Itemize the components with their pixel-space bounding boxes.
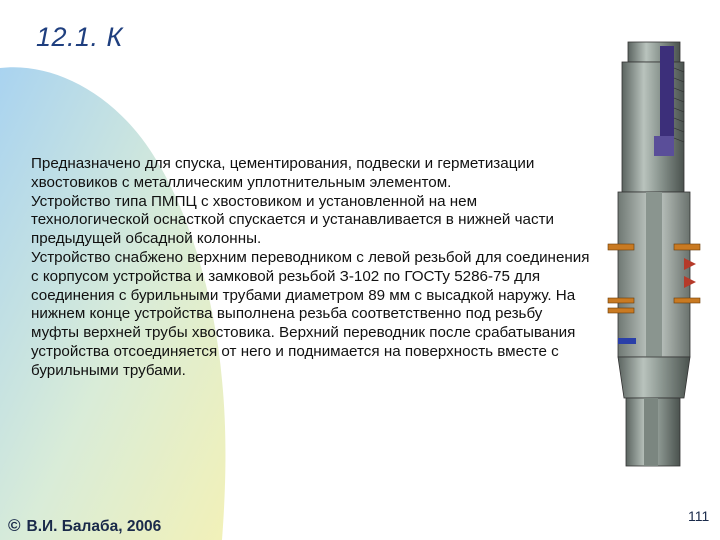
- paragraph-construction: Устройство снабжено верхним переводником с левой резьбой для соединения с корпусом устройства и замковой резьбой З-102 по ГОСТу 5286-75 для соединения с бурильными трубами диаметром 89 мм с высадкой наружу. На нижнем конце устройства выполнена резьба соответственно под резьбу муфты верхней трубы хвостовика. Верхний переводник после срабатывания устройства отсоединяется от него и поднимается на поверхность вместе с бурильными трубами.: [31, 248, 590, 379]
- author-text: В.И. Балаба, 2006: [26, 518, 162, 535]
- footer-author: [8, 516, 161, 536]
- paragraph-installation: Устройство типа ПМПЦ с хвостовиком и установленной на нем технологической оснасткой спускается и устанавливается в нижней части предыдущей обсадной колонны.: [31, 192, 555, 248]
- page-number: 111: [688, 508, 710, 524]
- paragraph-purpose: Предназначено для спуска, цементирования, подвески и герметизации хвостовиков с металлическим уплотнительным элементом.: [31, 155, 535, 191]
- description-text: [31, 155, 591, 381]
- slide-title: 12.1. К: [36, 22, 123, 52]
- copyright-icon: ©: [8, 516, 21, 535]
- tool-cross-section-drawing: [600, 38, 710, 478]
